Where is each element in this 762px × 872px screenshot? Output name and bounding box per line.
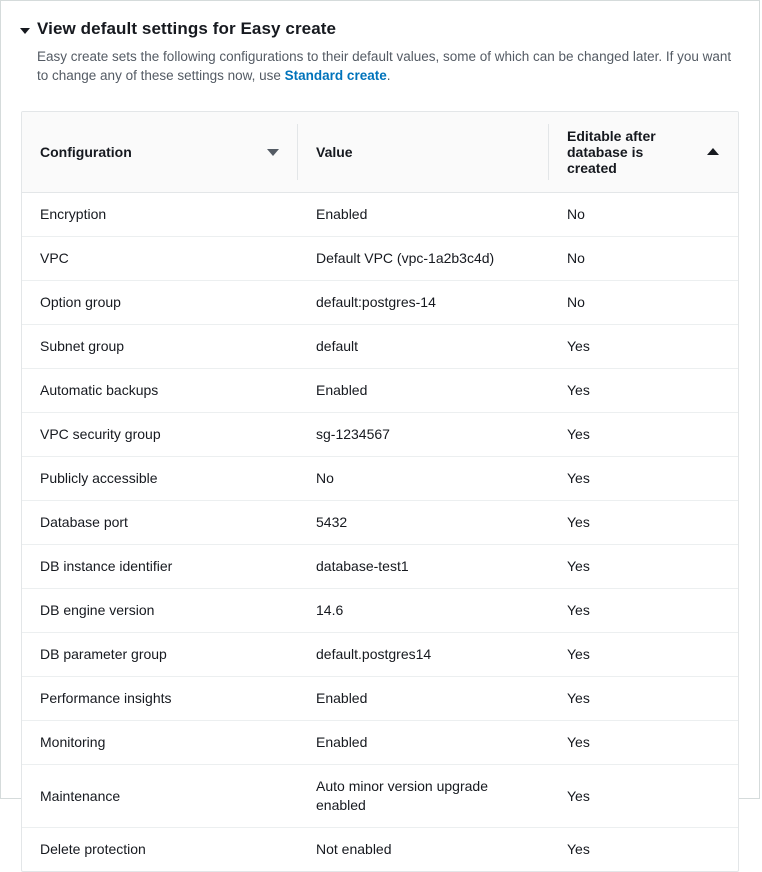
cell-editable: Yes: [549, 589, 738, 633]
cell-configuration: DB parameter group: [22, 633, 298, 677]
table-row: [22, 193, 738, 237]
section-description: [37, 47, 737, 85]
cell-editable: Yes: [549, 457, 738, 501]
cell-configuration: Subnet group: [22, 325, 298, 369]
cell-value: Auto minor version upgrade enabled: [298, 765, 549, 828]
table-row: [22, 677, 738, 721]
table-row: [22, 325, 738, 369]
cell-configuration: Delete protection: [40, 841, 146, 857]
table-row: [22, 501, 738, 545]
cell-configuration: Publicly accessible: [22, 457, 298, 501]
cell-editable: Yes: [549, 545, 738, 589]
table-body: [22, 193, 738, 872]
page-title: View default settings for Easy create: [37, 19, 337, 38]
table-row: [22, 369, 738, 413]
cell-configuration: Performance insights: [22, 677, 298, 721]
cell-value: default.postgres14: [298, 633, 549, 677]
table-row: [22, 589, 738, 633]
cell-configuration: VPC: [22, 237, 298, 281]
cell-value: 5432: [298, 501, 549, 545]
standard-create-link[interactable]: Standard create: [284, 68, 387, 83]
defaults-table: [21, 111, 739, 872]
description-text-part2: .: [386, 68, 391, 83]
cell-value: sg-1234567: [298, 413, 549, 457]
sort-ascending-icon[interactable]: [706, 145, 720, 159]
cell-configuration: Option group: [22, 281, 298, 325]
cell-editable: Yes: [549, 413, 738, 457]
cell-value: No: [298, 457, 549, 501]
cell-editable: Yes: [549, 765, 738, 828]
cell-editable: Yes: [549, 721, 738, 765]
cell-value: Enabled: [298, 721, 549, 765]
table-row: [22, 828, 738, 872]
cell-editable: No: [549, 193, 738, 237]
cell-editable: Yes: [549, 677, 738, 721]
sort-descending-icon[interactable]: [266, 145, 280, 159]
table-row: [22, 237, 738, 281]
cell-value: default: [298, 325, 549, 369]
description-text-part1: Easy create sets the following configurations to their default values, some of which can be changed later. If you want to change any of these settings now, use: [37, 49, 732, 83]
cell-configuration: DB engine version: [22, 589, 298, 633]
cell-configuration: Maintenance: [22, 765, 298, 828]
cell-value: Not enabled: [316, 841, 392, 857]
table-row: [22, 633, 738, 677]
caret-down-icon[interactable]: [17, 23, 33, 39]
cell-configuration: DB instance identifier: [22, 545, 298, 589]
cell-value: 14.6: [298, 589, 549, 633]
column-header-value[interactable]: [298, 112, 549, 193]
column-header-value-label: Value: [316, 144, 353, 160]
table-row: [22, 721, 738, 765]
cell-editable: Yes: [567, 841, 590, 857]
cell-value: Enabled: [298, 193, 549, 237]
column-header-configuration[interactable]: [22, 112, 298, 193]
cell-value: default:postgres-14: [298, 281, 549, 325]
cell-editable: No: [549, 281, 738, 325]
column-header-editable-label: Editable after database is created: [567, 128, 656, 176]
cell-editable: No: [549, 237, 738, 281]
cell-editable: Yes: [549, 325, 738, 369]
column-header-configuration-label: Configuration: [40, 144, 132, 160]
cell-editable: Yes: [549, 369, 738, 413]
cell-value: database-test1: [298, 545, 549, 589]
cell-editable: Yes: [549, 633, 738, 677]
column-header-editable[interactable]: [549, 112, 738, 193]
table-row: [22, 281, 738, 325]
cell-editable: Yes: [549, 501, 738, 545]
cell-value: Enabled: [298, 369, 549, 413]
cell-configuration: Database port: [22, 501, 298, 545]
table-row: [22, 413, 738, 457]
table-row: [22, 765, 738, 828]
cell-configuration: Monitoring: [22, 721, 298, 765]
cell-configuration: Encryption: [22, 193, 298, 237]
table-row: [22, 457, 738, 501]
cell-value: Enabled: [298, 677, 549, 721]
section-header: [1, 1, 759, 41]
cell-value: Default VPC (vpc-1a2b3c4d): [298, 237, 549, 281]
cell-configuration: VPC security group: [22, 413, 298, 457]
table-row: [22, 545, 738, 589]
cell-configuration: Automatic backups: [22, 369, 298, 413]
table-header-row: [22, 112, 738, 193]
